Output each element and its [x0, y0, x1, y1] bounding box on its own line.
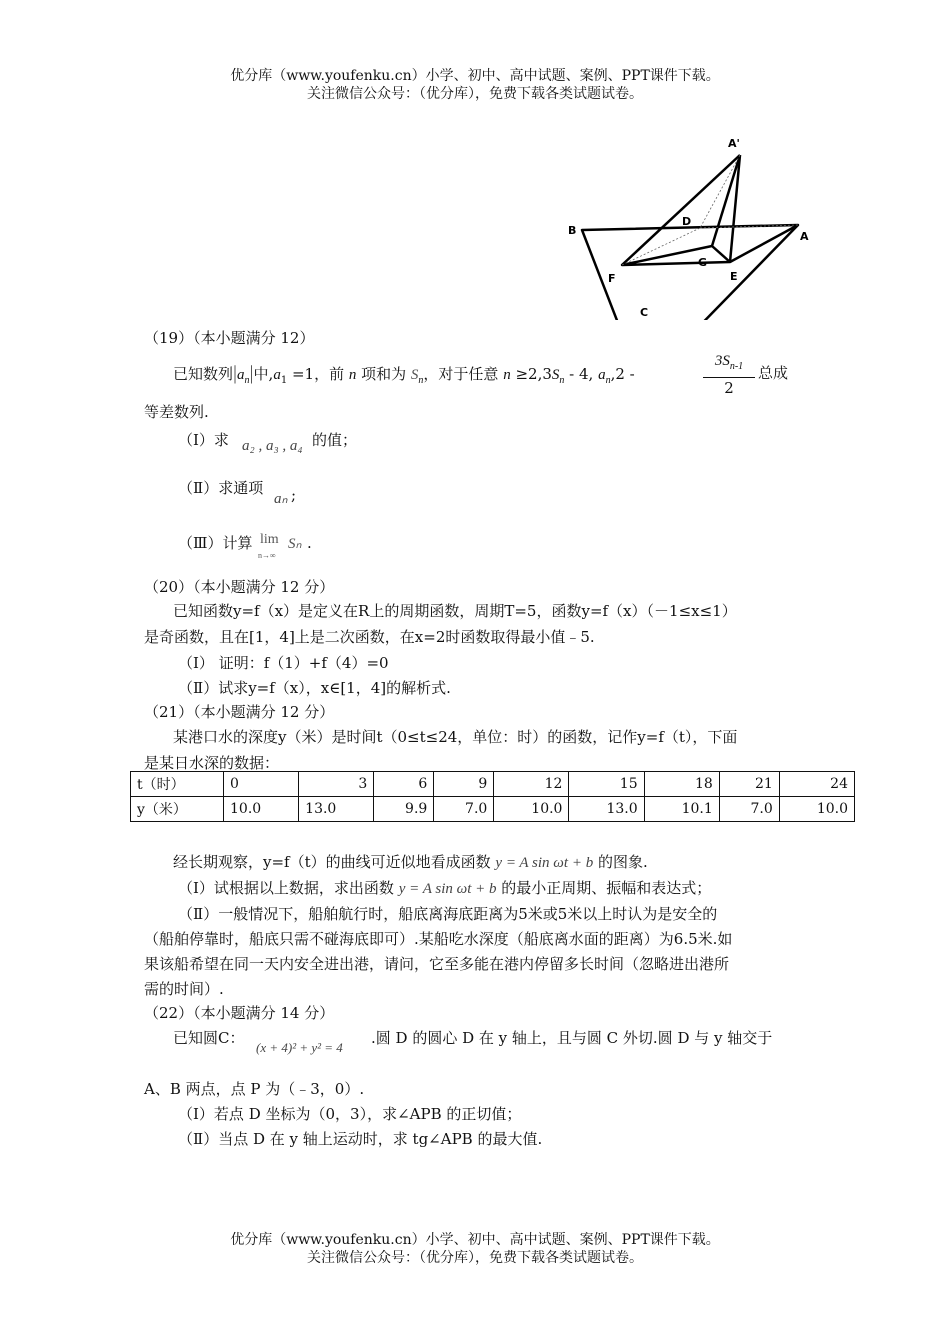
q19-part3-tail: .	[307, 534, 312, 552]
t-cell: 9	[434, 772, 494, 797]
q20-line1: 已知函数y=f（x）是定义在R上的周期函数，周期T=5，函数y=f（x）（－1≤x≤1）	[173, 602, 737, 620]
page-footer-line2: 关注微信公众号：（优分库），免费下载各类试题试卷。	[307, 1250, 643, 1266]
q21-line1: 某港口水的深度y（米）是时间t（0≤t≤24，单位：时）的函数，记作y=f（t），下面	[173, 728, 738, 746]
label-f: F	[608, 272, 616, 285]
q19-part2-label: （Ⅱ）求通项	[178, 479, 264, 497]
q19-part3-lim-sub: n→∞	[258, 551, 276, 560]
q22-line1-start: 已知圆C：	[173, 1029, 245, 1047]
q19-title: （19）（本小题满分 12）	[144, 329, 315, 347]
q19-stem-end: 总成	[758, 364, 789, 382]
y-cell: 7.0	[719, 797, 779, 822]
label-b: B	[568, 224, 577, 237]
q19-part1-tail: 的值；	[312, 431, 358, 449]
q21-line2: 是某日水深的数据：	[144, 754, 280, 772]
dashed-f-d	[622, 228, 700, 265]
y-cell: 13.0	[569, 797, 644, 822]
q19-part3-lim: lim	[260, 532, 279, 547]
q22-title: （22）（本小题满分 14 分）	[144, 1004, 335, 1022]
label-a-prime: A'	[728, 137, 740, 150]
t-cell: 6	[374, 772, 434, 797]
q19-part2-math: aₙ	[274, 491, 288, 507]
label-e: E	[730, 270, 738, 283]
q21-part1: （Ⅰ）试根据以上数据，求出函数 y = A sin ωt + b 的最小正周期、振幅和表达式；	[178, 879, 712, 897]
water-depth-table	[130, 771, 855, 822]
page-footer-line1: 优分库（www.youfenku.cn）小学、初中、高中试题、案例、PPT课件下载。	[230, 1232, 720, 1248]
y-cell: 7.0	[434, 797, 494, 822]
q20-part1: （Ⅰ） 证明：f（1）+f（4）=0	[178, 654, 389, 672]
edge-e-a	[730, 225, 798, 262]
y-cell: 10.0	[779, 797, 854, 822]
q20-part2: （Ⅱ）试求y=f（x），x∈[1，4]的解析式.	[178, 679, 451, 697]
t-cell: 21	[719, 772, 779, 797]
q19-part2-tail: ;	[291, 486, 297, 504]
table-row-y	[131, 797, 855, 822]
q19-part1-math: a₂ , a₃ , a₄	[242, 438, 303, 454]
page-header-line1: 优分库（www.youfenku.cn）小学、初中、高中试题、案例、PPT课件下载。	[230, 68, 720, 84]
t-cell: 24	[779, 772, 854, 797]
q22-part2: （Ⅱ）当点 D 在 y 轴上运动时，求 tg∠APB 的最大值.	[178, 1130, 543, 1148]
table-header-y: y（米）	[131, 797, 224, 822]
table-row-t	[131, 772, 855, 797]
q19-part1-label: （Ⅰ）求	[178, 431, 229, 449]
q22-part1: （Ⅰ）若点 D 坐标为（0，3），求∠APB 的正切值；	[178, 1105, 522, 1123]
label-d: D	[682, 215, 692, 228]
q21-title: （21）（本小题满分 12 分）	[144, 703, 335, 721]
label-g: G	[698, 256, 708, 269]
q21-part2-line2: （船舶停靠时，船底只需不碰海底即可）.某船吃水深度（船底离水面的距离）为6.5米.如	[144, 930, 733, 948]
y-cell: 10.0	[494, 797, 569, 822]
q22-line1-end: .圆 D 的圆心 D 在 y 轴上，且与圆 C 外切.圆 D 与 y 轴交于	[371, 1029, 773, 1047]
q21-observation: 经长期观察，y=f（t）的曲线可近似地看成函数 y = A sin ωt + b 的图象.	[173, 853, 648, 871]
q19-part3-s: Sₙ	[288, 536, 302, 552]
q19-fraction: $3S_{n-1}$ 2	[703, 350, 755, 398]
q22-circle-equation: (x + 4)² + y² = 4	[256, 1040, 343, 1055]
y-cell: 10.0	[224, 797, 299, 822]
q20-title: （20）（本小题满分 12 分）	[144, 578, 335, 596]
q22-line2: A、B 两点，点 P 为（﹣3，0）.	[144, 1080, 365, 1098]
y-cell: 13.0	[299, 797, 374, 822]
table-header-t: t（时）	[131, 772, 224, 797]
t-cell: 0	[224, 772, 299, 797]
t-cell: 12	[494, 772, 569, 797]
page-header-line2: 关注微信公众号：（优分库），免费下载各类试题试卷。	[307, 86, 643, 102]
y-cell: 9.9	[374, 797, 434, 822]
q20-line2: 是奇函数，且在[1，4]上是二次函数，在x=2时函数取得最小值﹣5.	[144, 628, 595, 646]
q21-part2-line1: （Ⅱ）一般情况下，船舶航行时，船底离海底距离为5米或5米以上时认为是安全的	[178, 905, 718, 923]
q19-part3-label: （Ⅲ）计算	[178, 534, 253, 552]
t-cell: 15	[569, 772, 644, 797]
q19-stem: 已知数列$|a_n|$中$,a_1 =1$，前 n 项和为 $S_n$，对于任意 $n \ge 2,3S_n - 4$, $a_n,2$ -	[173, 362, 635, 386]
q21-part2-line3: 果该船希望在同一天内安全进出港，请问，它至多能在港内停留多长时间（忽略进出港所	[144, 955, 730, 973]
label-a: A	[800, 230, 809, 243]
t-cell: 18	[644, 772, 719, 797]
t-cell: 3	[299, 772, 374, 797]
label-c: C	[640, 306, 649, 319]
y-cell: 10.1	[644, 797, 719, 822]
q19-stem-cont: 等差数列.	[144, 403, 209, 421]
geometry-figure	[560, 120, 820, 320]
q21-part2-line4: 需的时间）.	[144, 980, 224, 998]
